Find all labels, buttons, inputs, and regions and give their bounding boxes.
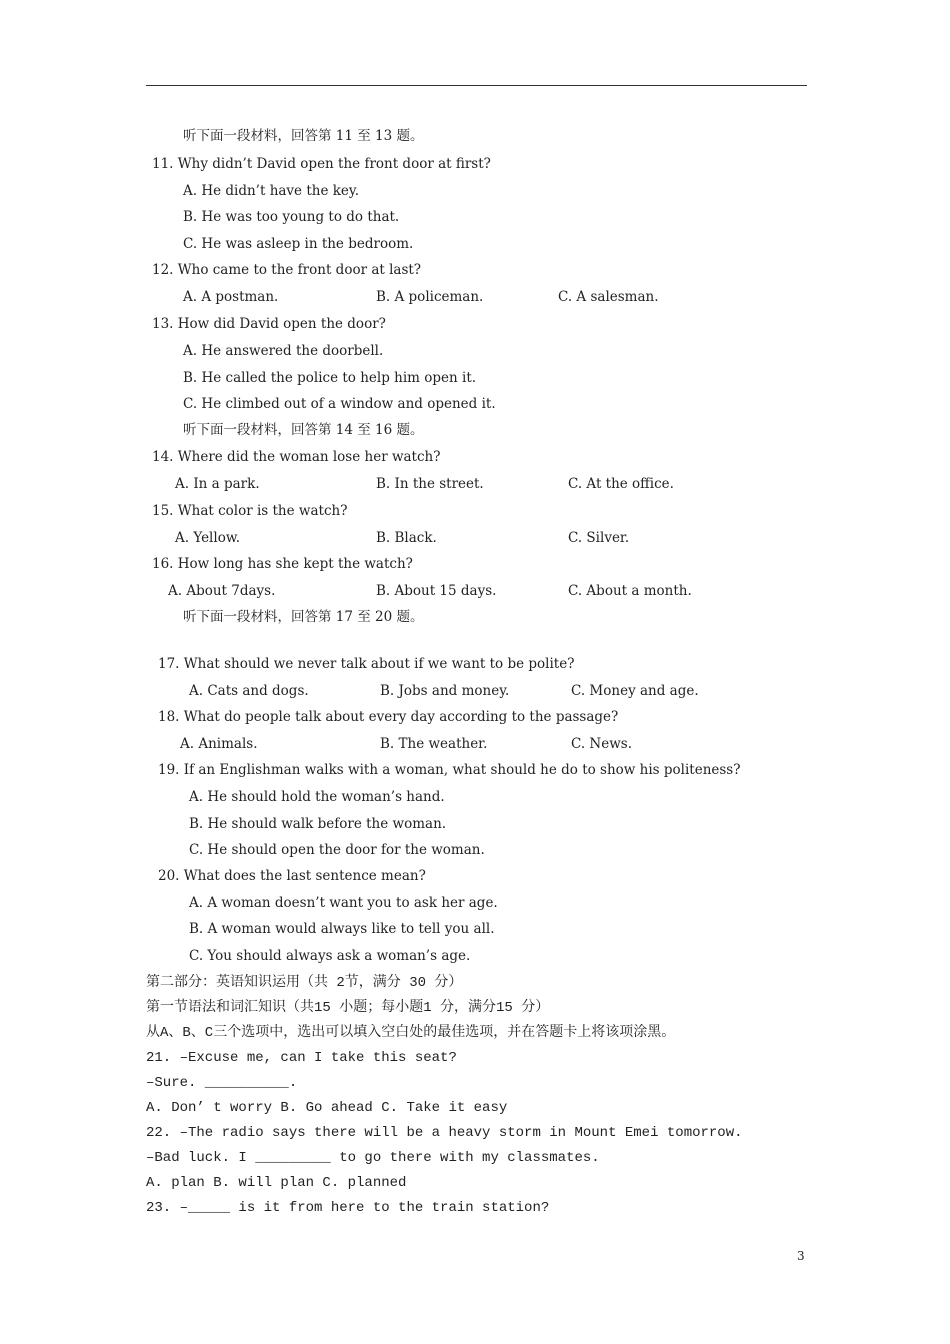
q14-option-a: A. In a park.	[175, 476, 260, 492]
q14-option-b: B. In the street.	[376, 476, 484, 492]
q20-option-c: C. You should always ask a woman’s age.	[189, 948, 471, 964]
q22-response: –Bad luck. I _________ to go there with my classmates.	[146, 1150, 600, 1166]
q11-option-a: A. He didn’t have the key.	[183, 183, 360, 199]
question-23: 23. –_____ is it from here to the train station?	[146, 1200, 550, 1216]
q22-options: A. plan B. will plan C. planned	[146, 1175, 407, 1191]
question-12: 12. Who came to the front door at last?	[152, 262, 422, 278]
question-13: 13. How did David open the door?	[152, 316, 386, 332]
header-rule	[146, 85, 807, 86]
question-18: 18. What do people talk about every day according to the passage?	[158, 709, 619, 725]
q15-option-a: A. Yellow.	[175, 530, 241, 546]
q17-option-a: A. Cats and dogs.	[189, 683, 309, 699]
section-header-14-16: 听下面一段材料，回答第 14 至 16 题。	[183, 422, 424, 438]
q17-option-b: B. Jobs and money.	[380, 683, 510, 699]
q16-option-c: C. About a month.	[568, 583, 692, 599]
question-15: 15. What color is the watch?	[152, 503, 348, 519]
question-14: 14. Where did the woman lose her watch?	[152, 449, 441, 465]
section-header-11-13: 听下面一段材料，回答第 11 至 13 题。	[183, 128, 424, 144]
q17-option-c: C. Money and age.	[571, 683, 699, 699]
q13-option-b: B. He called the police to help him open it.	[183, 370, 477, 386]
q18-option-a: A. Animals.	[180, 736, 258, 752]
q11-option-c: C. He was asleep in the bedroom.	[183, 236, 414, 252]
question-11: 11. Why didn’t David open the front door at first?	[152, 156, 491, 172]
q14-option-c: C. At the office.	[568, 476, 674, 492]
part2-title: 第二部分：英语知识运用（共 2节，满分 30 分）	[146, 975, 463, 991]
q13-option-a: A. He answered the doorbell.	[183, 343, 384, 359]
part2-section1: 第一节语法和词汇知识（共15 小题；每小题1 分，满分15 分）	[146, 1000, 550, 1016]
q20-option-b: B. A woman would always like to tell you all.	[189, 921, 495, 937]
q18-option-b: B. The weather.	[380, 736, 488, 752]
question-17: 17. What should we never talk about if we want to be polite?	[158, 656, 575, 672]
q18-option-c: C. News.	[571, 736, 633, 752]
part2-instruction: 从A、B、C三个选项中，选出可以填入空白处的最佳选项，并在答题卡上将该项涂黑。	[146, 1025, 676, 1041]
question-21: 21. –Excuse me, can I take this seat?	[146, 1050, 457, 1066]
q15-option-b: B. Black.	[376, 530, 437, 546]
question-20: 20. What does the last sentence mean?	[158, 868, 426, 884]
q21-response: –Sure. __________.	[146, 1075, 298, 1091]
q16-option-a: A. About 7days.	[168, 583, 276, 599]
question-22: 22. –The radio says there will be a heavy storm in Mount Emei tomorrow.	[146, 1125, 743, 1141]
q21-options: A. Don’ t worry B. Go ahead C. Take it easy	[146, 1100, 508, 1116]
q19-option-c: C. He should open the door for the woman.	[189, 842, 485, 858]
q11-option-b: B. He was too young to do that.	[183, 209, 400, 225]
q15-option-c: C. Silver.	[568, 530, 630, 546]
section-header-17-20: 听下面一段材料，回答第 17 至 20 题。	[183, 609, 424, 625]
q12-option-b: B. A policeman.	[376, 289, 484, 305]
q12-option-a: A. A postman.	[183, 289, 279, 305]
question-19: 19. If an Englishman walks with a woman, what should he do to show his politeness?	[158, 762, 741, 778]
q20-option-a: A. A woman doesn’t want you to ask her age.	[189, 895, 498, 911]
q12-option-c: C. A salesman.	[558, 289, 659, 305]
question-16: 16. How long has she kept the watch?	[152, 556, 413, 572]
q13-option-c: C. He climbed out of a window and opened it.	[183, 396, 496, 412]
q19-option-b: B. He should walk before the woman.	[189, 816, 447, 832]
page-number: 3	[797, 1249, 805, 1263]
q19-option-a: A. He should hold the woman’s hand.	[189, 789, 445, 805]
q16-option-b: B. About 15 days.	[376, 583, 497, 599]
